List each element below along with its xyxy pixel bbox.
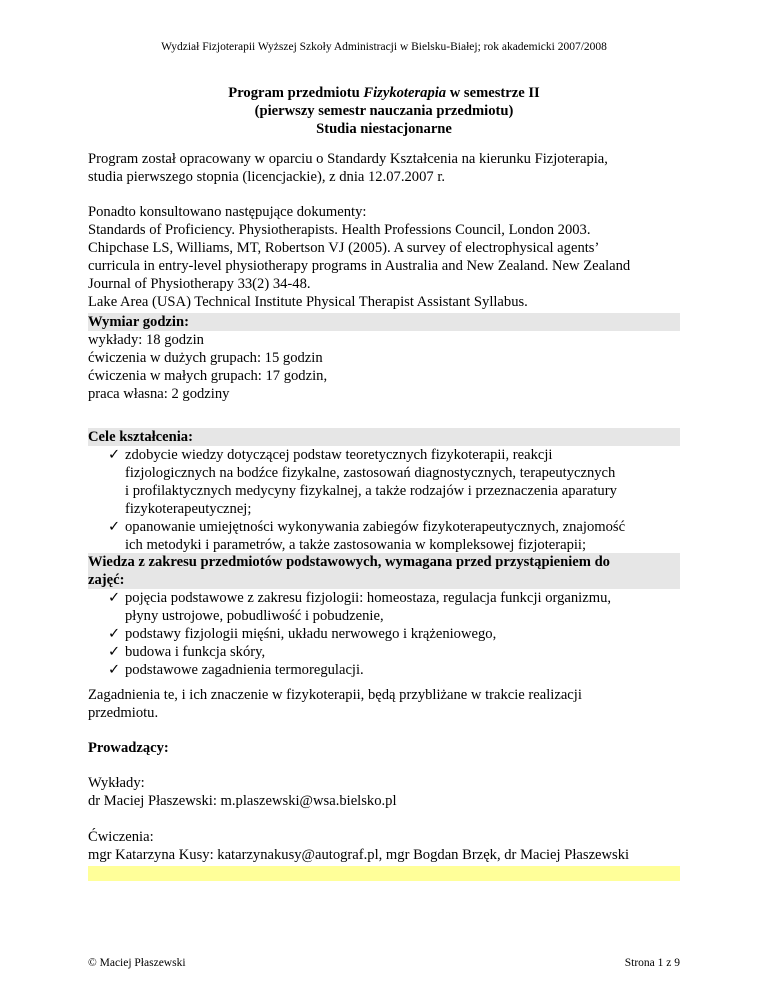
checkmark-icon: ✓ [108,447,121,463]
page-number: Strona 1 z 9 [624,957,680,969]
section-heading: Wiedza z zakresu przedmiotów podstawowych, wymagana przed przystąpieniem do zajęć: [88,553,680,589]
title-line-1: Program przedmiotu Fizykoterapia w semestrze II [228,85,540,101]
list-item: ✓ podstawowe zagadnienia termoregulacji. [108,662,364,678]
checkmark-icon: ✓ [108,662,121,678]
hours-section [88,313,680,403]
lectures-label: Wykłady: [88,775,145,791]
checkmark-icon: ✓ [108,519,121,535]
list-item: ✓ zdobycie wiedzy dotyczącej podstaw teoretycznych fizykoterapii, reakcji fizjologicznych na bodźce fizykalne, zastosowań diagnostycznych, terapeutycznych i profilaktycznych medycyny fizykalnej, a także rodzajów i przeznaczenia aparatury fizykoterapeutycznej; [108,447,617,517]
list-item: ✓ podstawy fizjologii mięśni, układu nerwowego i krążeniowego, [108,626,497,642]
goals-list [88,446,680,554]
list-item: ✓ pojęcia podstawowe z zakresu fizjologii: homeostaza, regulacja funkcji organizmu, płyny ustrojowe, pobudliwość i pobudzenie, [108,590,612,624]
exercises-label: Ćwiczenia: [88,829,154,845]
hours-item: ćwiczenia w dużych grupach: 15 godzin [88,350,323,366]
prerequisites-section [88,553,680,679]
hours-item: wykłady: 18 godzin [88,332,204,348]
section-heading: Cele kształcenia: [88,428,680,446]
list-item: ✓ budowa i funkcja skóry, [108,644,266,660]
highlight-bar [88,866,680,881]
checkmark-icon: ✓ [108,590,121,606]
list-item: ✓ opanowanie umiejętności wykonywania zabiegów fizykoterapeutycznych, znajomość ich metodyki i parametrów, a także zastosowania w kompleksowej fizjoterapii; [108,519,626,553]
goals-section [88,428,680,554]
note-paragraph: Zagadnienia te, i ich znaczenie w fizykoterapii, będą przybliżane w trakcie realizacji przedmiotu. [88,687,582,721]
title-line-3: Studia niestacjonarne [316,121,452,137]
section-heading: Prowadzący: [88,740,169,756]
instructors-section [88,739,680,864]
title-line-2: (pierwszy semestr nauczania przedmiotu) [254,103,514,119]
consulted-documents: Ponadto konsultowano następujące dokumenty: Standards of Proficiency. Physiotherapists. Health Professions Council, London 2003. Chipchase LS, Williams, MT, Robertson VJ (2005). A survey of electrophysical agents’ curricula in entry-level physiotherapy programs in Australia and New Zealand. New Zealand Journal of Physiotherapy 33(2) 34-48. Lake Area (USA) Technical Institute Physical Therapist Assistant Syllabus. [88,204,631,310]
running-header: Wydział Fizjoterapii Wyższej Szkoły Administracji w Bielsku-Białej; rok akademicki 2007/2008 [161,41,607,53]
footer-author: © Maciej Płaszewski [88,957,186,969]
document-title [88,84,680,138]
checkmark-icon: ✓ [108,626,121,642]
prerequisites-list [88,589,680,679]
checkmark-icon: ✓ [108,644,121,660]
hours-item: ćwiczenia w małych grupach: 17 godzin, [88,368,328,384]
intro-paragraph: Program został opracowany w oparciu o Standardy Kształcenia na kierunku Fizjoterapia, studia pierwszego stopnia (licencjackie), z dnia 12.07.2007 r. [88,151,608,185]
hours-item: praca własna: 2 godziny [88,386,230,402]
exercises-instructors: mgr Katarzyna Kusy: katarzynakusy@autograf.pl, mgr Bogdan Brzęk, dr Maciej Płaszewski [88,847,630,863]
lectures-instructor: dr Maciej Płaszewski: m.plaszewski@wsa.bielsko.pl [88,793,397,809]
section-heading: Wymiar godzin: [88,313,680,331]
